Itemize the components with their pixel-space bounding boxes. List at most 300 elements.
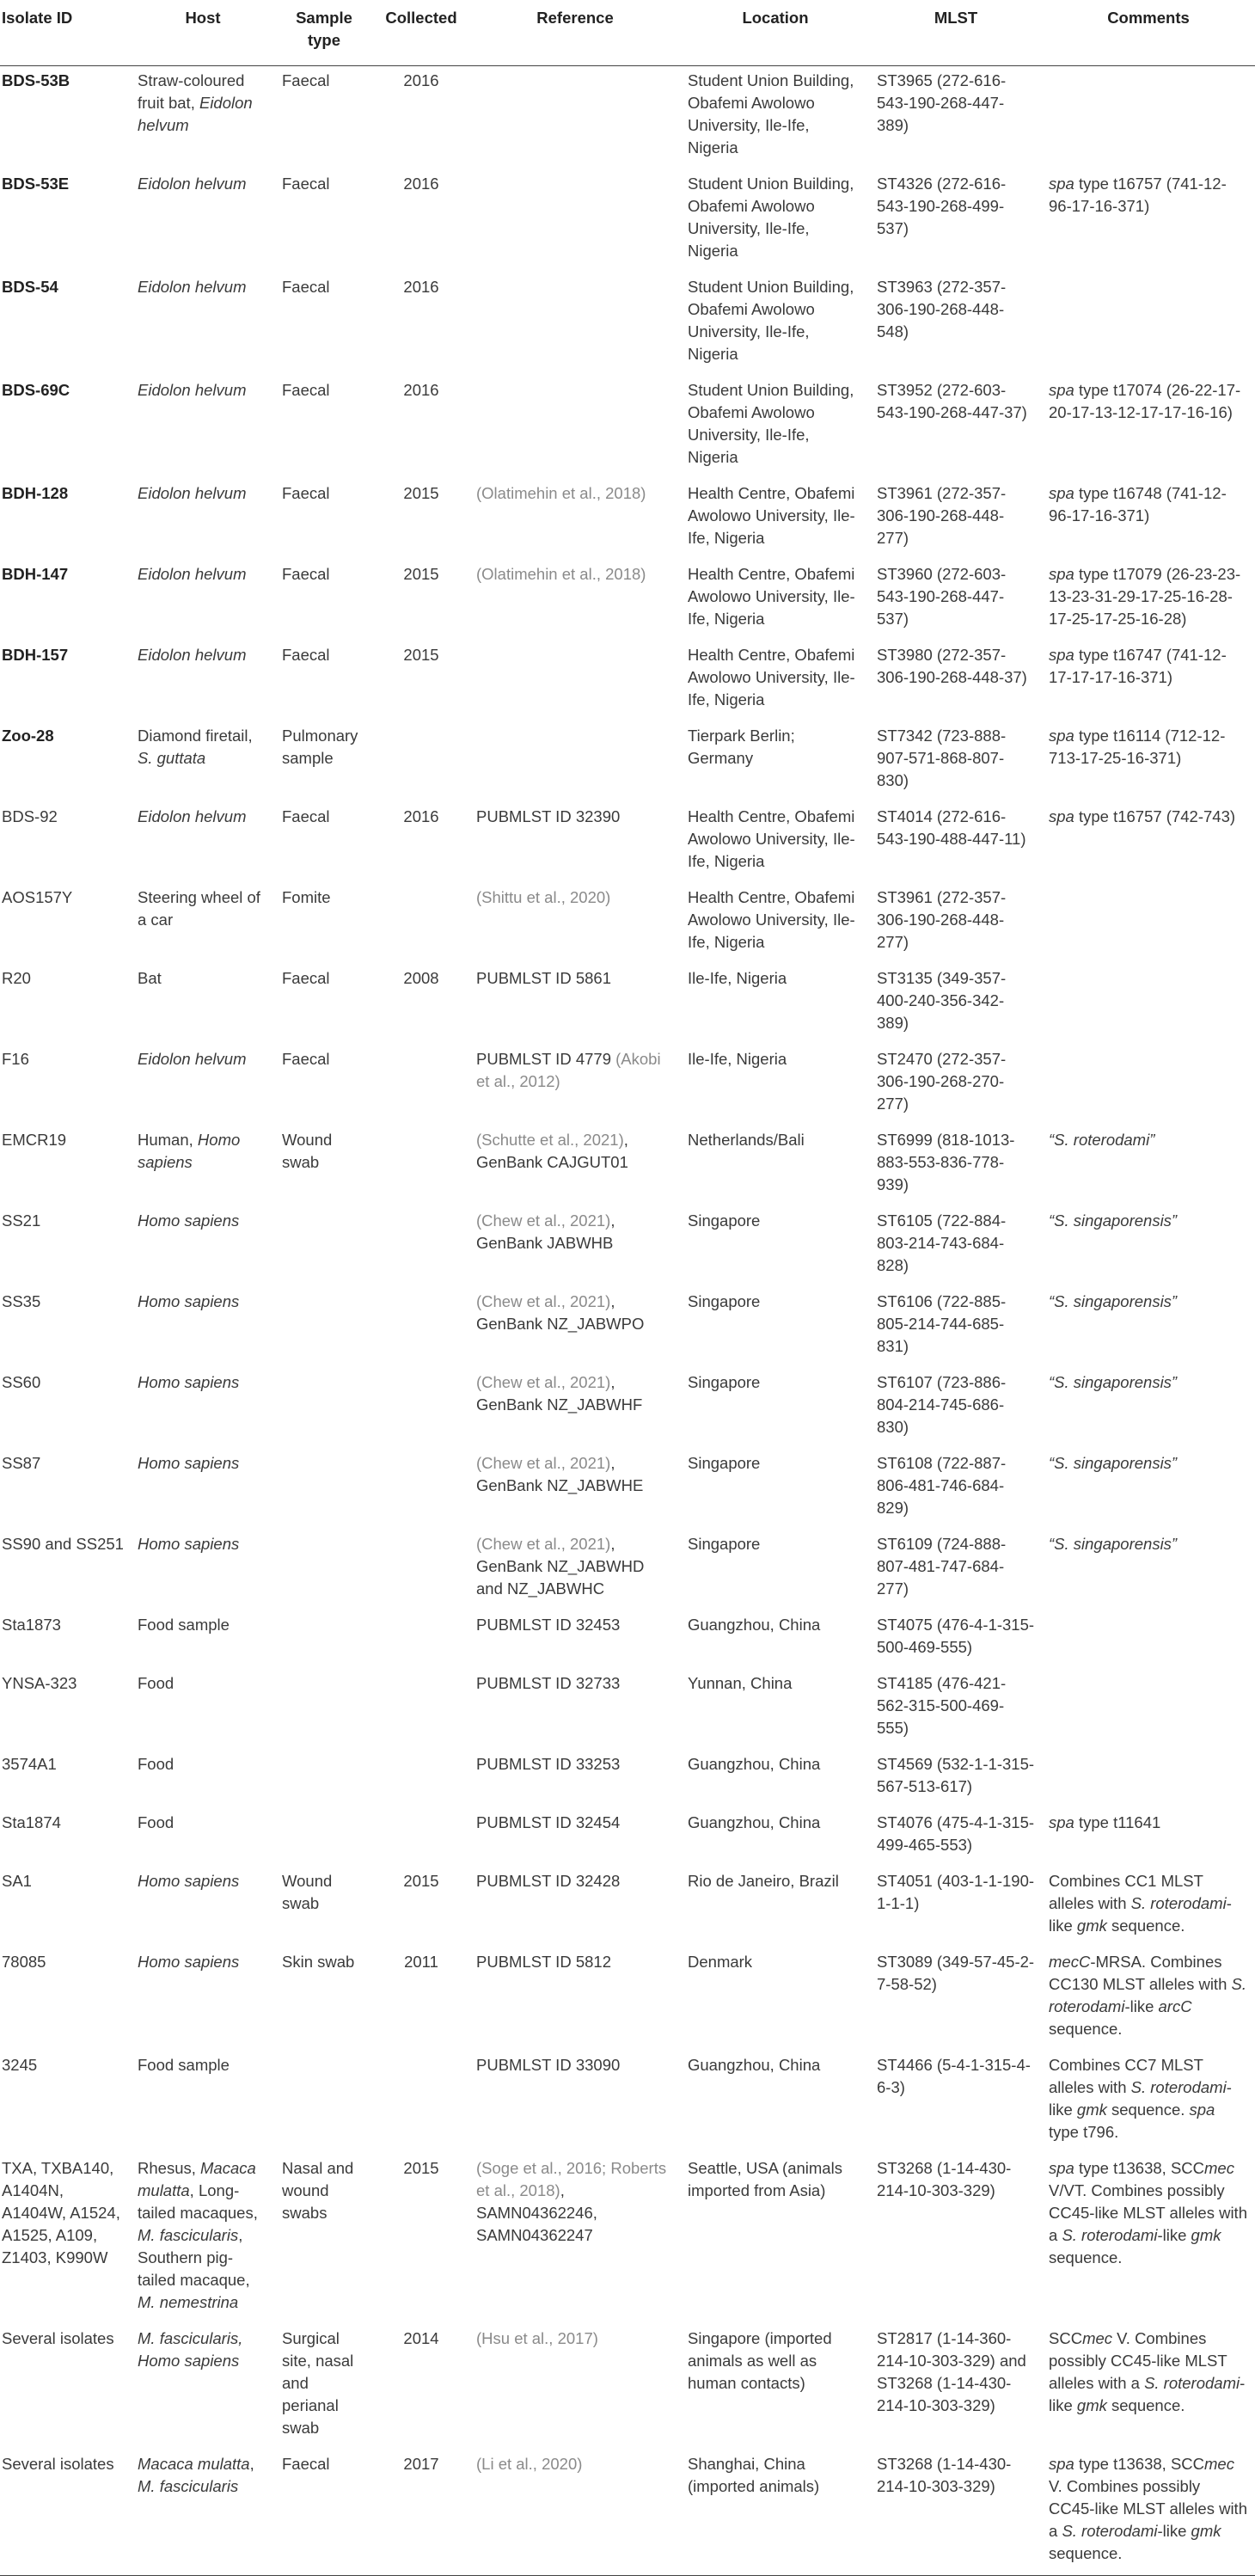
comments-text: “S. singaporensis” <box>1049 1292 1178 1310</box>
comments-cell <box>1042 169 1255 273</box>
host-cell <box>131 1045 275 1125</box>
isolate-id-cell: 3245 <box>2 2056 38 2074</box>
mlst-cell: ST3961 (272-357-306-190-268-448-277) <box>877 888 1007 951</box>
sample-type-cell: Nasal and wound swabs <box>282 2159 354 2222</box>
reference-text: (Akobi et al., 2012) <box>476 1050 661 1090</box>
table-row <box>0 883 1255 964</box>
comments-text: spa <box>1049 484 1074 502</box>
host-cell <box>131 1669 275 1750</box>
mlst-cell: ST4185 (476-421-562-315-500-469-555) <box>877 1674 1007 1737</box>
isolate-id-cell: AOS157Y <box>2 888 73 906</box>
isolate-id-cell: BDH-147 <box>2 565 69 583</box>
reference-text: (Soge et al., 2016; Roberts et al., 2018) <box>476 2159 667 2199</box>
location-cell: Health Centre, Obafemi Awolowo University, Ile-Ife, Nigeria <box>688 888 855 951</box>
comments-cell <box>1042 1947 1255 2051</box>
comments-cell <box>1042 2051 1255 2154</box>
location-cell: Singapore <box>688 1454 761 1472</box>
comments-text: gmk <box>1076 1917 1107 1935</box>
comments-cell <box>1042 1045 1255 1125</box>
comments-text: -like <box>1049 2078 1232 2119</box>
collected-cell: 2014 <box>403 2329 439 2347</box>
host-text: Homo sapiens <box>138 1211 240 1230</box>
comments-cell <box>1042 964 1255 1045</box>
comments-cell <box>1042 641 1255 721</box>
reference-cell <box>469 964 681 1045</box>
collected-cell <box>373 1045 469 1125</box>
reference-cell <box>469 1045 681 1125</box>
reference-text: PUBMLST ID 5812 <box>476 1953 611 1971</box>
host-cell <box>131 1610 275 1669</box>
isolate-id-cell: Several isolates <box>0 2450 131 2576</box>
host-text: Food <box>138 1755 174 1773</box>
collected-cell <box>373 1125 469 1206</box>
reference-cell <box>469 1669 681 1750</box>
collected-cell: 2015 <box>403 646 439 664</box>
isolate-id-cell: F16 <box>2 1050 29 1068</box>
location-cell: Shanghai, China (imported animals) <box>681 2450 870 2576</box>
comments-text: type t16757 (742-743) <box>1074 807 1236 825</box>
host-text: Macaca mulatta <box>138 2159 256 2199</box>
reference-text: (Chew et al., 2021) <box>476 1211 611 1230</box>
mlst-cell: ST4051 (403-1-1-190-1-1-1) <box>877 1872 1035 1912</box>
reference-text: , GenBank NZ_JABWHF <box>476 1373 643 1414</box>
isolate-id-cell: Sta1873 <box>2 1616 61 1634</box>
location-cell: Health Centre, Obafemi Awolowo University, Ile-Ife, Nigeria <box>688 646 855 708</box>
host-text: , <box>249 2455 254 2473</box>
host-text: M. fascicularis <box>138 2477 239 2495</box>
comments-text: -like <box>1049 2374 1246 2414</box>
reference-cell <box>469 560 681 641</box>
collected-cell <box>373 1808 469 1867</box>
mlst-cell: ST6105 (722-884-803-214-743-684-828) <box>877 1211 1007 1274</box>
collected-cell: 2016 <box>403 381 439 399</box>
sample-type-cell: Surgical site, nasal and perianal swab <box>282 2329 354 2437</box>
table-row <box>0 2450 1255 2576</box>
reference-cell <box>469 1449 681 1530</box>
location-cell: Yunnan, China <box>688 1674 793 1692</box>
host-cell <box>131 560 275 641</box>
reference-cell <box>469 1867 681 1947</box>
comments-text: sequence. <box>1106 2101 1190 2119</box>
mlst-cell: ST3268 (1-14-430-214-10-303-329) <box>870 2450 1042 2576</box>
collected-cell: 2016 <box>403 175 439 193</box>
isolate-id-cell: SS90 and SS251 <box>2 1535 124 1553</box>
comments-text: V. Combines possibly CC45-like MLST alleles with a <box>1049 2329 1227 2392</box>
comments-cell <box>1042 1867 1255 1947</box>
reference-cell <box>469 1287 681 1368</box>
reference-cell <box>469 376 681 479</box>
host-cell <box>131 964 275 1045</box>
location-cell: Student Union Building, Obafemi Awolowo University, Ile-Ife, Nigeria <box>688 381 854 466</box>
host-cell <box>131 169 275 273</box>
location-cell: Denmark <box>688 1953 753 1971</box>
reference-text: , GenBank NZ_JABWHD and NZ_JABWHC <box>476 1535 645 1598</box>
reference-cell <box>469 1530 681 1610</box>
header-isolate-id: Isolate ID <box>0 0 131 66</box>
table-row <box>0 1867 1255 1947</box>
sample-type-cell <box>275 1750 373 1808</box>
host-text: Eidolon helvum <box>138 646 247 664</box>
reference-text: PUBMLST ID 33253 <box>476 1755 621 1773</box>
comments-text: type t16114 (712-12-713-17-25-16-371) <box>1049 727 1226 767</box>
reference-cell <box>469 721 681 802</box>
location-cell: Health Centre, Obafemi Awolowo University, Ile-Ife, Nigeria <box>688 484 855 547</box>
collected-cell: 2015 <box>403 565 439 583</box>
table-row <box>0 479 1255 560</box>
reference-text: , GenBank NZ_JABWHE <box>476 1454 644 1494</box>
comments-cell <box>1042 2450 1255 2576</box>
host-text: , Southern pig-tailed macaque, <box>138 2226 250 2289</box>
comments-text: Combines CC1 MLST alleles with <box>1049 1872 1203 1912</box>
comments-text: sequence. <box>1049 2544 1123 2562</box>
comments-text: type t796. <box>1049 2123 1119 2141</box>
location-cell: Rio de Janeiro, Brazil <box>688 1872 839 1890</box>
table-row <box>0 721 1255 802</box>
comments-text: spa <box>1049 727 1074 745</box>
comments-cell <box>1042 2154 1255 2324</box>
reference-cell <box>469 66 681 170</box>
table-row <box>0 2051 1255 2154</box>
comments-text: type t17079 (26-23-23-13-23-31-29-17-25-16-28-17-25-17-25-16-28) <box>1049 565 1241 628</box>
reference-cell <box>469 479 681 560</box>
reference-text: , GenBank NZ_JABWPO <box>476 1292 645 1333</box>
comments-cell <box>1042 1530 1255 1610</box>
table-row <box>0 560 1255 641</box>
mlst-cell: ST3961 (272-357-306-190-268-448-277) <box>877 484 1007 547</box>
header-host: Host <box>131 0 275 66</box>
host-text: Macaca mulatta <box>138 2455 250 2473</box>
collected-cell <box>373 1449 469 1530</box>
host-cell <box>131 2324 275 2450</box>
mlst-cell: ST6109 (724-888-807-481-747-684-277) <box>877 1535 1007 1598</box>
mlst-cell: ST4075 (476-4-1-315-500-469-555) <box>877 1616 1035 1656</box>
comments-text: spa <box>1049 807 1074 825</box>
comments-cell <box>1042 1610 1255 1669</box>
comments-text: S. roterodami <box>1049 1975 1246 2015</box>
sample-type-cell: Faecal <box>282 484 330 502</box>
comments-cell <box>1042 560 1255 641</box>
location-cell: Seattle, USA (animals imported from Asia) <box>688 2159 842 2199</box>
comments-text: gmk <box>1191 2522 1221 2540</box>
location-cell: Singapore (imported animals as well as human contacts) <box>688 2329 832 2392</box>
host-text: M. fascicularis, Homo sapiens <box>138 2329 243 2370</box>
host-text: M. nemestrina <box>138 2293 239 2311</box>
collected-cell <box>373 1610 469 1669</box>
mlst-cell: ST3135 (349-357-400-240-356-342-389) <box>877 969 1007 1032</box>
collected-cell <box>373 1287 469 1368</box>
mlst-cell: ST3965 (272-616-543-190-268-447-389) <box>877 71 1007 134</box>
mlst-cell: ST3952 (272-603-543-190-268-447-37) <box>877 381 1027 421</box>
isolate-id-cell: BDS-54 <box>2 278 58 296</box>
host-cell <box>131 273 275 376</box>
comments-text: S. roterodami <box>1144 2374 1240 2392</box>
host-text: M. fascicularis <box>138 2226 239 2244</box>
comments-text: spa <box>1049 565 1074 583</box>
table-row <box>0 1287 1255 1368</box>
host-text: Homo sapiens <box>138 1131 241 1171</box>
header-row <box>0 0 1255 66</box>
host-text: Eidolon helvum <box>138 1050 247 1068</box>
location-cell: Singapore <box>688 1373 761 1391</box>
location-cell: Guangzhou, China <box>688 1755 821 1773</box>
collected-cell <box>373 1368 469 1449</box>
comments-cell <box>1042 1368 1255 1449</box>
host-text: Eidolon helvum <box>138 484 247 502</box>
host-text: Homo sapiens <box>138 1535 240 1553</box>
comments-text: type t17074 (26-22-17-20-17-13-12-17-17-16-16) <box>1049 381 1241 421</box>
host-cell <box>131 1530 275 1610</box>
host-text: Homo sapiens <box>138 1953 240 1971</box>
comments-cell <box>1042 1287 1255 1368</box>
collected-cell: 2008 <box>403 969 439 987</box>
reference-text: , SAMN04362246, SAMN04362247 <box>476 2181 597 2244</box>
host-cell <box>131 1947 275 2051</box>
isolate-id-cell: BDS-53B <box>2 71 70 89</box>
collected-cell <box>373 1669 469 1750</box>
comments-text: sequence. <box>1049 2248 1123 2266</box>
mlst-cell: ST4569 (532-1-1-315-567-513-617) <box>877 1755 1035 1795</box>
collected-cell <box>373 2051 469 2154</box>
host-text: Human, <box>138 1131 198 1149</box>
sample-type-cell: Faecal <box>275 2450 373 2576</box>
reference-text: (Olatimehin et al., 2018) <box>476 565 646 583</box>
location-cell: Singapore <box>688 1535 761 1553</box>
reference-cell <box>469 1368 681 1449</box>
host-cell <box>131 66 275 170</box>
table-row <box>0 376 1255 479</box>
sample-type-cell: Faecal <box>282 646 330 664</box>
collected-cell: 2011 <box>404 1953 438 1971</box>
isolate-id-cell: Sta1874 <box>2 1813 61 1831</box>
collected-cell: 2015 <box>403 1872 439 1890</box>
mlst-cell: ST7342 (723-888-907-571-868-807-830) <box>877 727 1007 789</box>
isolate-id-cell: SS60 <box>2 1373 41 1391</box>
host-text: Homo sapiens <box>138 1373 240 1391</box>
collected-cell: 2015 <box>403 484 439 502</box>
comments-text: gmk <box>1076 2101 1107 2119</box>
sample-type-cell: Faecal <box>282 175 330 193</box>
isolate-id-cell: 3574A1 <box>2 1755 57 1773</box>
comments-text: S. roterodami <box>1062 2522 1158 2540</box>
comments-cell <box>1042 1669 1255 1750</box>
location-cell: Ile-Ife, Nigeria <box>688 969 787 987</box>
reference-text: , GenBank CAJGUT01 <box>476 1131 628 1171</box>
isolate-id-cell: Zoo-28 <box>2 727 54 745</box>
reference-text: , GenBank JABWHB <box>476 1211 615 1252</box>
isolate-id-cell: YNSA-323 <box>2 1674 77 1692</box>
comments-text: arcC <box>1158 1997 1192 2015</box>
reference-text: PUBMLST ID 4779 <box>476 1050 616 1068</box>
mlst-cell: ST3268 (1-14-430-214-10-303-329) <box>877 2159 1012 2199</box>
collected-cell: 2017 <box>373 2450 469 2576</box>
reference-text: (Chew et al., 2021) <box>476 1373 611 1391</box>
reference-text: (Chew et al., 2021) <box>476 1292 611 1310</box>
reference-cell <box>469 169 681 273</box>
comments-cell <box>1042 1808 1255 1867</box>
host-text: Diamond firetail, <box>138 727 253 745</box>
mlst-cell: ST4326 (272-616-543-190-268-499-537) <box>877 175 1007 237</box>
comments-text: S. roterodami <box>1130 2078 1227 2096</box>
header-mlst: MLST <box>870 0 1042 66</box>
comments-text: type t13638, SCC <box>1074 2159 1204 2177</box>
comments-text: spa <box>1049 2455 1074 2473</box>
comments-text: mecC <box>1049 1953 1091 1971</box>
isolate-id-cell: SS35 <box>2 1292 41 1310</box>
location-cell: Guangzhou, China <box>688 1616 821 1634</box>
comments-text: “S. singaporensis” <box>1049 1373 1178 1391</box>
host-text: Eidolon helvum <box>138 175 247 193</box>
collected-cell <box>373 721 469 802</box>
mlst-cell: ST3980 (272-357-306-190-268-448-37) <box>877 646 1027 686</box>
reference-cell <box>469 273 681 376</box>
comments-cell <box>1042 1125 1255 1206</box>
reference-text: PUBMLST ID 32454 <box>476 1813 621 1831</box>
mlst-cell: ST4014 (272-616-543-190-488-447-11) <box>877 807 1026 848</box>
comments-text: type t13638, SCC <box>1074 2455 1204 2473</box>
reference-text: (Schutte et al., 2021) <box>476 1131 624 1149</box>
reference-cell <box>469 883 681 964</box>
host-text: Eidolon helvum <box>138 807 247 825</box>
host-text: Eidolon helvum <box>138 381 247 399</box>
header-sample-type: Sample type <box>275 0 373 66</box>
reference-text: PUBMLST ID 5861 <box>476 969 611 987</box>
host-cell <box>131 1206 275 1287</box>
comments-text: mec <box>1204 2159 1234 2177</box>
reference-cell <box>469 2450 681 2576</box>
comments-cell <box>1042 2324 1255 2450</box>
location-cell: Guangzhou, China <box>688 1813 821 1831</box>
collected-cell <box>373 883 469 964</box>
collected-cell: 2016 <box>403 71 439 89</box>
host-cell <box>131 376 275 479</box>
comments-text: type t16748 (741-12-96-17-16-371) <box>1049 484 1227 524</box>
sample-type-cell <box>275 1287 373 1368</box>
comments-text: sequence. <box>1106 2396 1185 2414</box>
reference-cell <box>469 2324 681 2450</box>
comments-text: S. roterodami <box>1130 1894 1227 1912</box>
comments-text: S. roterodami <box>1062 2226 1158 2244</box>
comments-text: V/VT. Combines possibly CC45-like MLST alleles with a <box>1049 2181 1247 2244</box>
table-row <box>0 1045 1255 1125</box>
comments-cell <box>1042 1449 1255 1530</box>
isolate-id-cell: SA1 <box>2 1872 32 1890</box>
reference-cell <box>469 802 681 883</box>
host-cell <box>131 1867 275 1947</box>
location-cell: Student Union Building, Obafemi Awolowo University, Ile-Ife, Nigeria <box>688 71 854 156</box>
comments-text: spa <box>1049 1813 1074 1831</box>
location-cell: Student Union Building, Obafemi Awolowo University, Ile-Ife, Nigeria <box>688 175 854 260</box>
reference-text: PUBMLST ID 32390 <box>476 807 621 825</box>
comments-text: spa <box>1189 2101 1215 2119</box>
table-row <box>0 2154 1255 2324</box>
collected-cell: 2016 <box>403 278 439 296</box>
comments-cell <box>1042 66 1255 170</box>
host-cell <box>131 802 275 883</box>
table-row <box>0 273 1255 376</box>
comments-text: gmk <box>1191 2226 1221 2244</box>
sample-type-cell: Faecal <box>282 565 330 583</box>
sample-type-cell <box>275 1610 373 1669</box>
reference-cell <box>469 2051 681 2154</box>
sample-type-cell: Wound swab <box>282 1872 333 1912</box>
reference-cell <box>469 1808 681 1867</box>
isolate-id-cell: Several isolates <box>2 2329 114 2347</box>
host-text: Steering wheel of a car <box>138 888 260 929</box>
mlst-cell: ST2470 (272-357-306-190-268-270-277) <box>877 1050 1007 1113</box>
comments-text: sequence. <box>1106 1917 1185 1935</box>
reference-text: (Chew et al., 2021) <box>476 1454 611 1472</box>
reference-cell <box>469 2154 681 2324</box>
comments-cell <box>1042 273 1255 376</box>
host-text: Homo sapiens <box>138 1454 240 1472</box>
isolate-id-cell: SS21 <box>2 1211 41 1230</box>
sample-type-cell: Faecal <box>282 71 330 89</box>
comments-cell <box>1042 883 1255 964</box>
comments-text: -like <box>1049 1894 1232 1935</box>
reference-text: (Chew et al., 2021) <box>476 1535 611 1553</box>
host-cell <box>131 1125 275 1206</box>
mlst-cell: ST3960 (272-603-543-190-268-447-537) <box>877 565 1007 628</box>
comments-cell <box>1042 1206 1255 1287</box>
isolate-id-cell: TXA, TXBA140, A1404N, A1404W, A1524, A1525, A109, Z1403, K990W <box>2 2159 120 2266</box>
sample-type-cell: Faecal <box>282 381 330 399</box>
comments-text: “S. singaporensis” <box>1049 1211 1178 1230</box>
isolate-id-cell: R20 <box>2 969 31 987</box>
reference-cell <box>469 1750 681 1808</box>
mlst-cell: ST4466 (5-4-1-315-4-6-3) <box>877 2056 1031 2096</box>
location-cell: Health Centre, Obafemi Awolowo University, Ile-Ife, Nigeria <box>688 807 855 870</box>
comments-text: mec <box>1082 2329 1113 2347</box>
comments-text: -like <box>1157 2522 1191 2540</box>
table-row <box>0 1750 1255 1808</box>
mlst-cell: ST4076 (475-4-1-315-499-465-553) <box>877 1813 1035 1854</box>
host-text: Homo sapiens <box>138 1872 240 1890</box>
reference-cell <box>469 1206 681 1287</box>
reference-text: PUBMLST ID 32428 <box>476 1872 621 1890</box>
mlst-cell: ST6999 (818-1013-883-553-836-778-939) <box>877 1131 1015 1193</box>
table-row <box>0 964 1255 1045</box>
mlst-cell: ST6108 (722-887-806-481-746-684-829) <box>877 1454 1007 1517</box>
host-text: Food <box>138 1813 174 1831</box>
sample-type-cell: Faecal <box>282 807 330 825</box>
sample-type-cell: Pulmonary sample <box>282 727 358 767</box>
location-cell: Netherlands/Bali <box>688 1131 805 1149</box>
host-text: Bat <box>138 969 162 987</box>
header-reference: Reference <box>469 0 681 66</box>
host-cell <box>131 1808 275 1867</box>
location-cell: Guangzhou, China <box>688 2056 821 2074</box>
table-row <box>0 1669 1255 1750</box>
sample-type-cell <box>275 1530 373 1610</box>
host-cell <box>131 641 275 721</box>
comments-text: Combines CC7 MLST alleles with <box>1049 2056 1203 2096</box>
isolate-id-cell: BDH-128 <box>2 484 69 502</box>
reference-text: (Shittu et al., 2020) <box>476 888 611 906</box>
host-cell <box>131 883 275 964</box>
table-row <box>0 1808 1255 1867</box>
comments-text: spa <box>1049 646 1074 664</box>
sample-type-cell: Wound swab <box>282 1131 333 1171</box>
header-location: Location <box>681 0 870 66</box>
host-text: Food <box>138 1674 174 1692</box>
sample-type-cell: Skin swab <box>282 1953 355 1971</box>
comments-text: sequence. <box>1049 2020 1123 2038</box>
host-text: Eidolon helvum <box>138 94 253 134</box>
host-cell <box>131 721 275 802</box>
isolate-id-cell: EMCR19 <box>2 1131 67 1149</box>
isolate-id-cell: 78085 <box>2 1953 46 1971</box>
host-cell <box>131 2450 275 2576</box>
